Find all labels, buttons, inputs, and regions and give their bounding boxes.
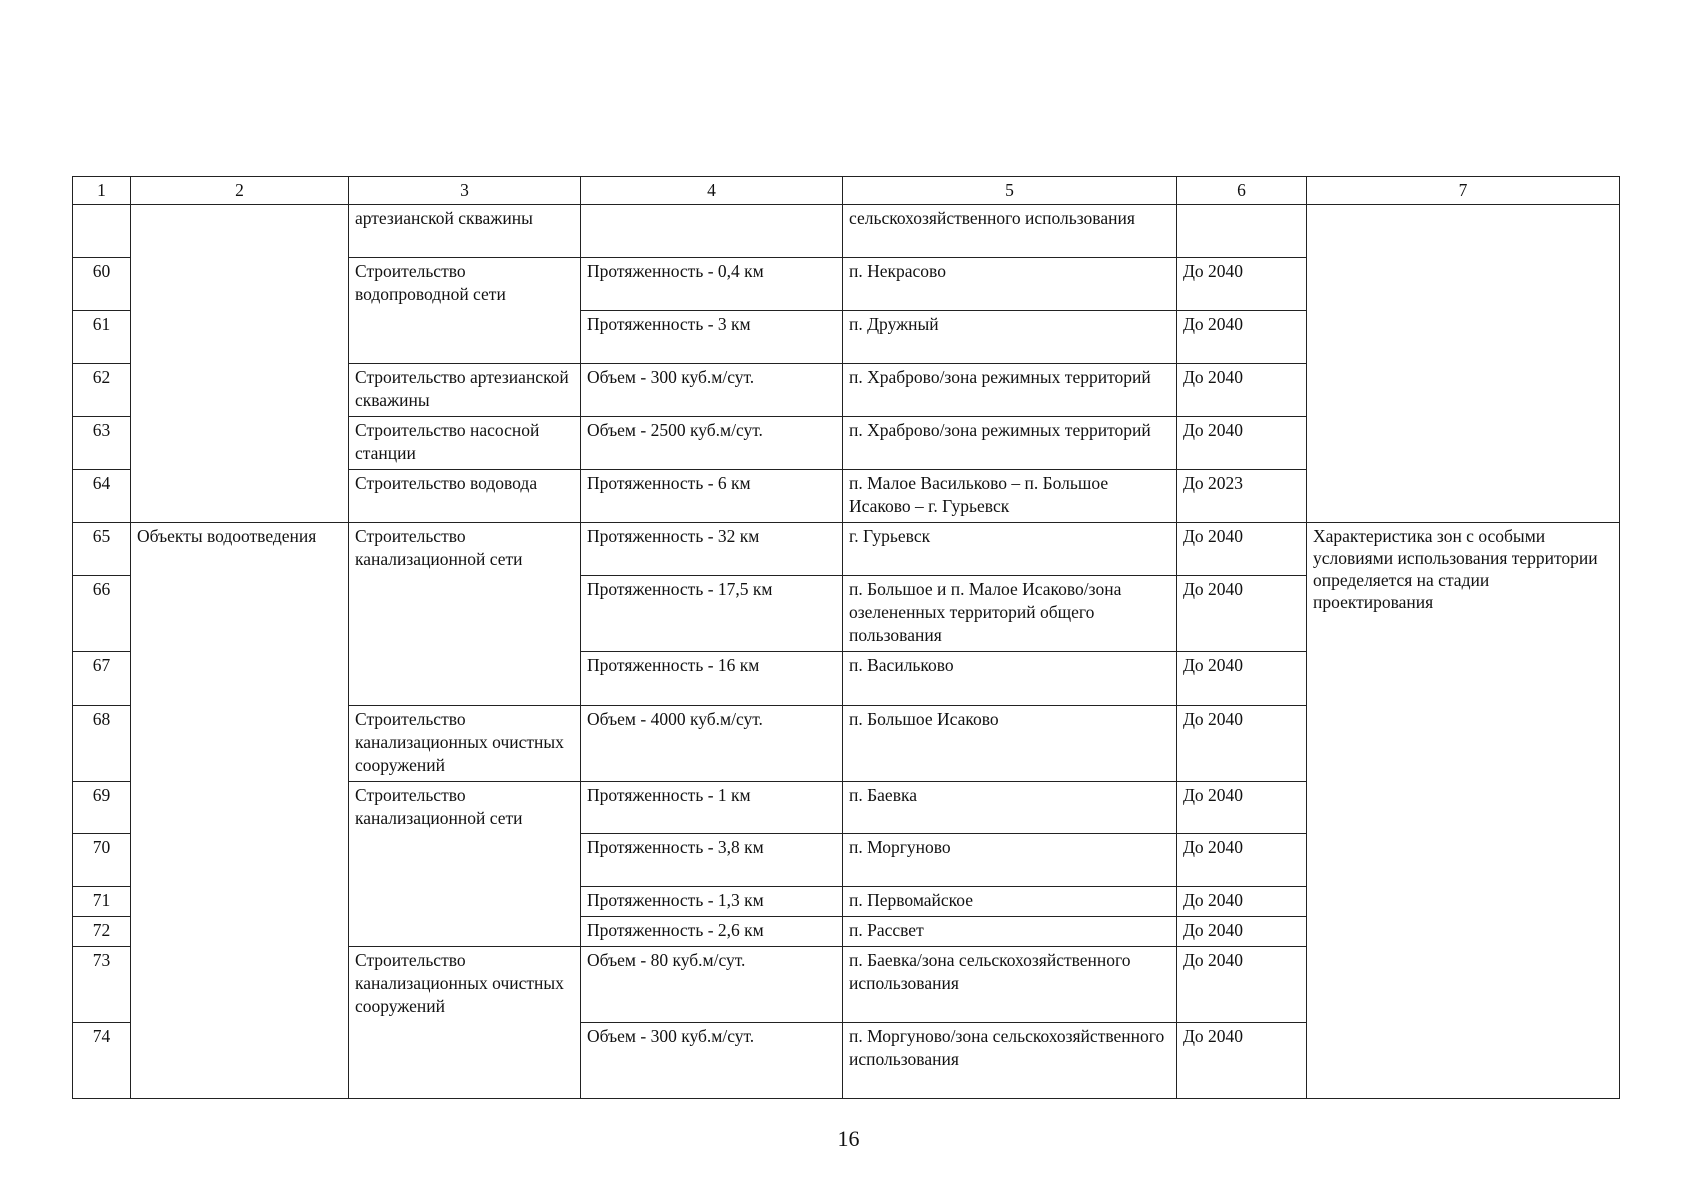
event-cell: Строительство канализационной сети	[349, 782, 581, 947]
parameter-cell: Протяженность - 2,6 км	[581, 917, 843, 947]
row-number: 72	[73, 917, 131, 947]
deadline-cell: До 2040	[1177, 258, 1307, 311]
column-number-header: 1	[73, 177, 131, 205]
parameter-cell: Протяженность - 17,5 км	[581, 576, 843, 652]
location-cell: п. Баевка/зона сельскохозяйственного использования	[843, 947, 1177, 1023]
table-row	[73, 205, 1620, 258]
row-number: 64	[73, 470, 131, 523]
row-number: 74	[73, 1023, 131, 1099]
location-cell: п. Малое Васильково – п. Большое Исаково – г. Гурьевск	[843, 470, 1177, 523]
row-number: 62	[73, 364, 131, 417]
objects-table	[72, 176, 1620, 1099]
deadline-cell: До 2040	[1177, 576, 1307, 652]
parameter-cell: Объем - 2500 куб.м/сут.	[581, 417, 843, 470]
column-number-header: 3	[349, 177, 581, 205]
event-cell: Строительство водопроводной сети	[349, 258, 581, 364]
location-cell: п. Васильково	[843, 652, 1177, 706]
event-cell: Строительство насосной станции	[349, 417, 581, 470]
location-cell: п. Первомайское	[843, 887, 1177, 917]
row-number: 65	[73, 523, 131, 576]
deadline-cell: До 2040	[1177, 1023, 1307, 1099]
parameter-cell: Объем - 4000 куб.м/сут.	[581, 706, 843, 782]
row-number: 63	[73, 417, 131, 470]
row-number: 67	[73, 652, 131, 706]
column-number-header: 5	[843, 177, 1177, 205]
event-cell: Строительство канализационных очистных сооружений	[349, 706, 581, 782]
table-row	[73, 523, 1620, 576]
parameter-cell: Протяженность - 6 км	[581, 470, 843, 523]
column-number-row	[73, 177, 1620, 205]
row-number: 68	[73, 706, 131, 782]
deadline-cell: До 2040	[1177, 417, 1307, 470]
parameter-cell: Протяженность - 1,3 км	[581, 887, 843, 917]
location-cell: п. Храброво/зона режимных территорий	[843, 417, 1177, 470]
location-cell: п. Большое и п. Малое Исаково/зона озелененных территорий общего пользования	[843, 576, 1177, 652]
deadline-cell: До 2040	[1177, 364, 1307, 417]
row-number	[73, 205, 131, 258]
object-type-cell: Объекты водоотведения	[131, 523, 349, 1099]
row-number: 66	[73, 576, 131, 652]
deadline-cell: До 2040	[1177, 782, 1307, 834]
location-cell: п. Моргуново	[843, 834, 1177, 887]
row-number: 70	[73, 834, 131, 887]
parameter-cell: Протяженность - 3,8 км	[581, 834, 843, 887]
deadline-cell: До 2040	[1177, 523, 1307, 576]
location-cell: п. Баевка	[843, 782, 1177, 834]
event-cell: Строительство водовода	[349, 470, 581, 523]
location-cell: г. Гурьевск	[843, 523, 1177, 576]
zone-characteristic-cell: Характеристика зон с особыми условиями использования территории определяется на стадии проектирования	[1307, 523, 1620, 1099]
row-number: 61	[73, 311, 131, 364]
deadline-cell: До 2040	[1177, 947, 1307, 1023]
location-cell: п. Моргуново/зона сельскохозяйственного использования	[843, 1023, 1177, 1099]
location-cell: сельскохозяйственного использования	[843, 205, 1177, 258]
page-number: 16	[837, 1126, 860, 1151]
event-cell: Строительство канализационных очистных сооружений	[349, 947, 581, 1099]
deadline-cell: До 2040	[1177, 311, 1307, 364]
deadline-cell: До 2040	[1177, 706, 1307, 782]
column-number-header: 6	[1177, 177, 1307, 205]
parameter-cell: Протяженность - 1 км	[581, 782, 843, 834]
zone-characteristic-cell	[1307, 205, 1620, 523]
deadline-cell: До 2023	[1177, 470, 1307, 523]
parameter-cell: Объем - 300 куб.м/сут.	[581, 1023, 843, 1099]
row-number: 73	[73, 947, 131, 1023]
location-cell: п. Рассвет	[843, 917, 1177, 947]
object-type-cell	[131, 205, 349, 523]
row-number: 71	[73, 887, 131, 917]
row-number: 69	[73, 782, 131, 834]
location-cell: п. Дружный	[843, 311, 1177, 364]
column-number-header: 2	[131, 177, 349, 205]
deadline-cell	[1177, 205, 1307, 258]
parameter-cell: Протяженность - 16 км	[581, 652, 843, 706]
parameter-cell	[581, 205, 843, 258]
deadline-cell: До 2040	[1177, 652, 1307, 706]
deadline-cell: До 2040	[1177, 887, 1307, 917]
parameter-cell: Объем - 300 куб.м/сут.	[581, 364, 843, 417]
deadline-cell: До 2040	[1177, 917, 1307, 947]
event-cell: Строительство канализационной сети	[349, 523, 581, 706]
column-number-header: 4	[581, 177, 843, 205]
row-number: 60	[73, 258, 131, 311]
column-number-header: 7	[1307, 177, 1620, 205]
location-cell: п. Большое Исаково	[843, 706, 1177, 782]
parameter-cell: Объем - 80 куб.м/сут.	[581, 947, 843, 1023]
parameter-cell: Протяженность - 32 км	[581, 523, 843, 576]
event-cell: Строительство артезианской скважины	[349, 364, 581, 417]
event-cell: артезианской скважины	[349, 205, 581, 258]
deadline-cell: До 2040	[1177, 834, 1307, 887]
parameter-cell: Протяженность - 0,4 км	[581, 258, 843, 311]
location-cell: п. Некрасово	[843, 258, 1177, 311]
location-cell: п. Храброво/зона режимных территорий	[843, 364, 1177, 417]
parameter-cell: Протяженность - 3 км	[581, 311, 843, 364]
